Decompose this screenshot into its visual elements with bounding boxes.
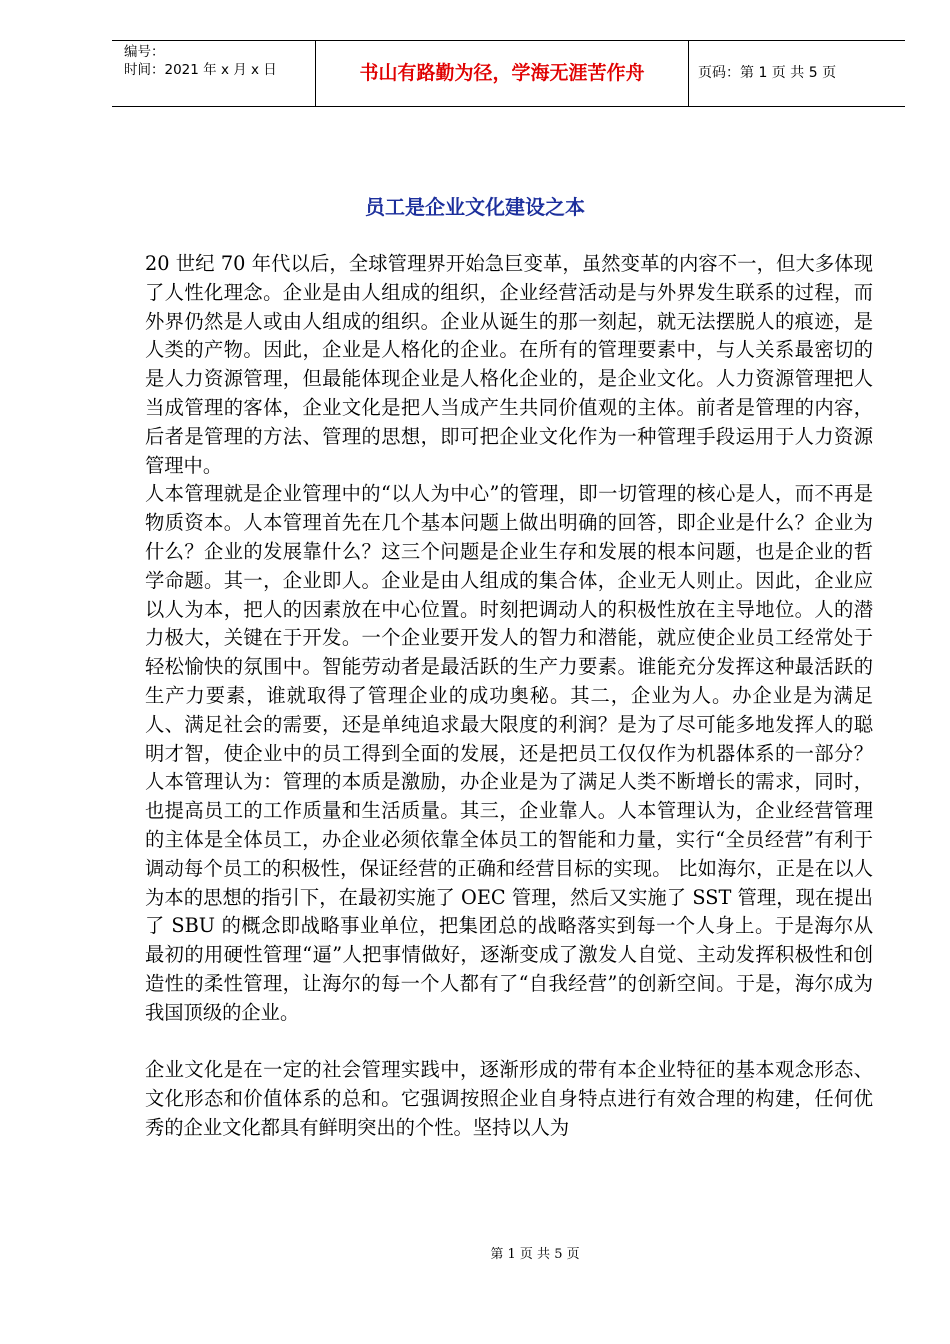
paragraph-2: 人本管理就是企业管理中的“以人为中心”的管理，即一切管理的核心是人，而不再是物质资本。人本管理首先在几个基本问题上做出明确的回答，即企业是什么？企业为什么？企业的发展靠什么？这三个问题是企业生存和发展的根本问题，也是企业的哲学命题。其一，企业即人。企业是由人组成的集合体，企业无人则止。因此，企业应以人为本，把人的因素放在中心位置。时刻把调动人的积极性放在主导地位。人的潜力极大，关键在于开发。一个企业要开发人的智力和潜能，就应使企业员工经常处于轻松愉快的氛围中。智能劳动者是最活跃的生产力要素。谁能充分发挥这种最活跃的生产力要素，谁就取得了管理企业的成功奥秘。其二，企业为人。办企业是为满足人、满足社会的需要，还是单纯追求最大限度的利润？是为了尽可能多地发挥人的聪明才智，使企业中的员工得到全面的发展，还是把员工仅仅作为机器体系的一部分？人本管理认为：管理的本质是激励，办企业是为了满足人类不断增长的需求，同时，也提高员工的工作质量和生活质量。其三，企业靠人。人本管理认为，企业经营管理的主体是全体员工，办企业必须依靠全体员工的智能和力量，实行“全员经营”有利于调动每个员工的积极性，保证经营的正确和经营目标的实现。 比如海尔，正是在以人为本的思想的指引下，在最初实施了 OEC 管理，然后又实施了 SST 管理，现在提出了 SBU 的概念即战略事业单位，把集团总的战略落实到每一个人身上。于是海尔从最初的用硬性管理“逼”人把事情做好，逐渐变成了激发人自觉、主动发挥积极性和创造性的柔性管理，让海尔的每一个人都有了“自我经营”的创新空间。于是，海尔成为我国顶级的企业。 bbox=[145, 482, 873, 1024]
header-meta bbox=[112, 41, 316, 106]
document-body bbox=[145, 250, 873, 1143]
paragraph-1: 20 世纪 70 年代以后，全球管理界开始急巨变革，虽然变革的内容不一，但大多体现了人性化理念。企业是由人组成的组织，企业经营活动是与外界发生联系的过程，而外界仍然是人或由人组成的组织。企业从诞生的那一刻起，就无法摆脱人的痕迹，是人类的产物。因此，企业是人格化的企业。在所有的管理要素中，与人关系最密切的是人力资源管理，但最能体现企业是人格化企业的，是企业文化。人力资源管理把人当成管理的客体，企业文化是把人当成产生共同价值观的主体。前者是管理的内容，后者是管理的方法、管理的思想，即可把企业文化作为一种管理手段运用于人力资源管理中。 bbox=[145, 252, 873, 477]
document-title: 员工是企业文化建设之本 bbox=[365, 195, 585, 219]
paragraph-3: 企业文化是在一定的社会管理实践中，逐渐形成的带有本企业特征的基本观念形态、文化形态和价值体系的总和。它强调按照企业自身特点进行有效合理的构建，任何优秀的企业文化都具有鲜明突出的个性。坚持以人为 bbox=[145, 1058, 873, 1139]
header-page-info: 页码：第 1 页 共 5 页 bbox=[698, 65, 837, 81]
paragraph-spacer bbox=[145, 1028, 873, 1057]
document-number-label: 编号： bbox=[124, 44, 165, 60]
page-footer: 第 1 页 共 5 页 bbox=[490, 1247, 580, 1262]
page-header bbox=[112, 40, 905, 107]
header-motto: 书山有路勤为径，学海无涯苦作舟 bbox=[316, 41, 689, 106]
document-time-label: 时间：2021 年 x 月 x 日 bbox=[124, 62, 277, 78]
